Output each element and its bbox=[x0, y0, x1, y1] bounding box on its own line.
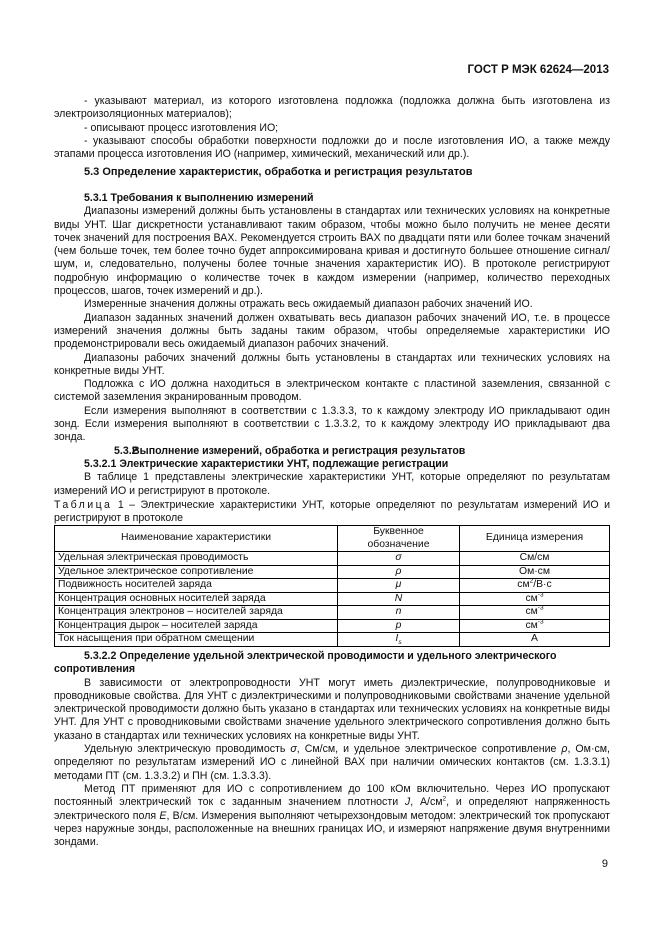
paragraph: Метод ПТ применяют для ИО с сопротивлением до 100 кОм включительно. Через ИО пропускают постоянный электрический ток с заданным значением плотности J, $А/см^2$, и определяют напряженность электрического поля E, В/см. Измерения выполняют четырехзондовым методом: электрический ток пропускают через наружные зонды, расположенные на внешних границах ИО, и измеряют напряжение двумя внутренними зондами. bbox=[54, 782, 610, 849]
table-label: Таблица bbox=[54, 499, 113, 511]
table-caption bbox=[54, 499, 610, 526]
cell-unit: А bbox=[460, 633, 610, 647]
paragraph: В таблице 1 представлены электрические характеристики УНТ, которые определяют по результатам измерений ИО и регистрируют в протоколе. bbox=[54, 471, 610, 497]
cell-symbol: ρ bbox=[338, 565, 460, 579]
table-row bbox=[55, 633, 610, 647]
table-row bbox=[55, 579, 610, 593]
cell-name: Концентрация электронов – носителей заряда bbox=[55, 606, 338, 620]
section-number: 5.3.2 bbox=[114, 444, 138, 457]
cell-unit: $см^{-3}$ bbox=[460, 606, 610, 620]
section-heading-5-3: 5.3 Определение характеристик, обработка и регистрация результатов bbox=[84, 166, 473, 178]
document-header: ГОСТ Р МЭК 62624—2013 bbox=[467, 64, 609, 76]
table-caption-text: 1 – Электрические характеристики УНТ, которые определяют по результатам измерений ИО и регистрируют в протоколе bbox=[54, 499, 610, 525]
section-heading-5-3-2 bbox=[54, 445, 610, 458]
cell-name: Подвижность носителей заряда bbox=[55, 579, 338, 593]
list-item: - описывают процесс изготовления ИО; bbox=[84, 121, 279, 134]
list-item: - указывают материал, из которого изготовлена подложка (подложка должна быть изготовлена из электроизоляционных материалов); bbox=[54, 95, 610, 121]
paragraph: Диапазоны измерений должны быть установлены в стандартах или технических условиях на конкретные виды УНТ. Шаг дискретности устанавливают таким образом, чтобы можно было получить не менее десяти точек значений для построения ВАХ. Рекомендуется строить ВАХ по двадцати пяти или более точкам значений (чем больше точек, тем более точно будет аппроксимирована кривая и достигнуто большее отношение сигнал/шум, и, следовательно, получены более точные значения характеристик ИО). В протоколе регистрируют подробную информацию о количестве точек в каждом измерении (например, количество переходных процессов, шагов, точек измерений и др.). bbox=[54, 205, 610, 298]
cell-name: Удельное электрическое сопротивление bbox=[55, 565, 338, 579]
cell-symbol: n bbox=[338, 606, 460, 620]
table-row bbox=[55, 592, 610, 606]
section-title: Выполнение измерений, обработка и регистрация результатов bbox=[132, 444, 466, 457]
column-header: Наименование характеристики bbox=[55, 526, 338, 552]
cell-symbol: p bbox=[338, 619, 460, 633]
paragraph: Измеренные значения должны отражать весь ожидаемый диапазон рабочих значений ИО. bbox=[84, 298, 533, 311]
table-row bbox=[55, 606, 610, 620]
cell-symbol: N bbox=[338, 592, 460, 606]
characteristics-table bbox=[54, 525, 610, 647]
paragraph: В зависимости от электропроводности УНТ могут иметь диэлектрические, полупроводниковые и проводниковые свойства. Для УНТ с диэлектрическими и полупроводниковыми свойствами значение удельной электрической проводимости должно быть указано в стандартах или технических условиях на конкретные виды УНТ. Для УНТ с проводниковыми свойствами значение удельного электрического сопротивления должно быть указано в стандартах или технических условиях на конкретные виды УНТ. bbox=[54, 676, 610, 742]
cell-unit: Ом·см bbox=[460, 565, 610, 579]
table-header-row bbox=[55, 526, 610, 552]
section-5-3-1 bbox=[54, 192, 610, 498]
column-header: Единица измерения bbox=[460, 526, 610, 552]
paragraph: Если измерения выполняют в соответствии с 1.3.3.3, то к каждому электроду ИО прикладывают один зонд. Если измерения выполняют в соответствии с 1.3.3.2, то к каждому электроду ИО прикладывают два зонда. bbox=[54, 404, 610, 444]
cell-unit: $см^{-3}$ bbox=[460, 619, 610, 633]
page-number: 9 bbox=[601, 858, 608, 870]
cell-name: Концентрация основных носителей заряда bbox=[55, 592, 338, 606]
section-heading-5-3-2-2: 5.3.2.2 Определение удельной электрической проводимости и удельного электрического сопротивления bbox=[54, 650, 557, 676]
table-row bbox=[55, 552, 610, 566]
section-heading-5-3-1: 5.3.1 Требования к выполнению измерений bbox=[84, 192, 314, 204]
table-row bbox=[55, 619, 610, 633]
section-heading-5-3-2-1: 5.3.2.1 Электрические характеристики УНТ, подлежащие регистрации bbox=[84, 457, 449, 470]
paragraph: Подложка с ИО должна находиться в электрическом контакте с пластиной заземления, связанной с системой заземления экранированным проводом. bbox=[54, 378, 610, 404]
list-item: - указывают способы обработки поверхности подложки до и после изготовления ИО, а также между этапами процесса изготовления ИО (например, химический, механический или др.). bbox=[54, 134, 610, 161]
cell-symbol: μ bbox=[338, 579, 460, 593]
paragraph: Диапазон заданных значений должен охватывать весь диапазон рабочих значений ИО, т.е. в процессе измерений значения должны быть заданы таким образом, чтобы определяемые характеристики ИО продемонстрировали весь ожидаемый диапазон рабочих значений. bbox=[54, 311, 610, 351]
cell-name: Удельная электрическая проводимость bbox=[55, 552, 338, 566]
cell-symbol: $I_s$ bbox=[338, 633, 460, 647]
cell-unit: $см^2/В\cdot с$ bbox=[460, 579, 610, 593]
table-row bbox=[55, 565, 610, 579]
cell-name: Концентрация дырок – носителей заряда bbox=[55, 619, 338, 633]
intro-list bbox=[54, 95, 610, 161]
cell-unit: См/см bbox=[460, 552, 610, 566]
column-header: Буквенное обозначение bbox=[338, 526, 460, 552]
cell-symbol: σ bbox=[338, 552, 460, 566]
section-5-3-2-2 bbox=[54, 650, 610, 849]
paragraph: Удельную электрическую проводимость σ, См/см, и удельное электрическое сопротивление ρ, Ом·см, определяют по результатам измерений ИО с линейной ВАХ при наличии омических контактов (см. 1.3.3.1) методами ПТ (см. 1.3.3.2) и ПН (см. 1.3.3.3). bbox=[54, 743, 610, 782]
paragraph: Диапазоны рабочих значений должны быть установлены в стандартах или технических условиях на конкретные виды УНТ. bbox=[54, 351, 610, 377]
cell-unit: $см^{-3}$ bbox=[460, 592, 610, 606]
cell-name: Ток насыщения при обратном смещении bbox=[55, 633, 338, 647]
